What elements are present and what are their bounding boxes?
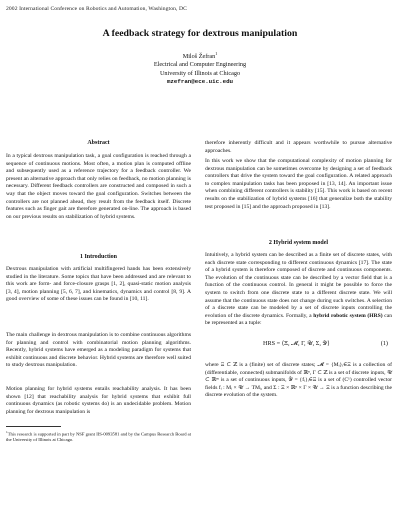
author-block (0, 50, 400, 86)
footnote-mark: 1 (215, 51, 218, 56)
author-email: mzefran@ece.uic.edu (166, 77, 234, 85)
author-institution: University of Illinois at Chicago (159, 69, 241, 77)
author-department: Electrical and Computer Engineering (153, 61, 247, 69)
abstract-text: In a typical dextrous manipulation task, a goal configuration is reached through a sequence of continuous motions. Most often, a motion plan is computed offline and subsequently used as a reference trajectory for a feedback controller. We present an alternative approach that only relies on feedback, no motion planning is necessary. Different feedback controllers are constructed and composed in such a way that the object moves toward the goal configuration. Switches between the controllers are not planned ahead, they result from the feedback itself. Discrete features such as finger gait are therefore generated on-line. The approach is based on our previous results on stabilization of hybrid systems. (6, 153, 191, 220)
equation-body: HRS = ⟨Ξ, 𝓜, Γ, 𝒰, Σ, 𝒴⟩ (263, 340, 330, 347)
hybrid-paragraph: Intuitively, a hybrid system can be described as a finite set of discrete states, with each discrete state corresponding to different continuous dynamics [17]. The state of a hybrid system is therefore composed of discrete and continuous components. The evolution of the continuous state can be described by a vector field that is a function of the continuous control. In general it might be possible to force the system to switch from one discrete state to a different discrete state. We will assume that the continuous state does not change during such switches. A selection of a discrete state can be modeled by a set of discrete inputs controlling the evolution of the discrete dynamics. Formally, a hybrid robotic system (HRS) can be represented as a tuple: (205, 252, 393, 327)
introduction-heading: 1 Introduction (79, 254, 118, 260)
intro-paragraph-3: Motion planning for hybrid systems entails reachability analysis. It has been shown [12] that reachability analysis for hybrid systems that exhibit full continuous dynamics (as robotic systems do) is an undecidable problem. Motion planning for dextrous manipulation is (6, 386, 191, 415)
footnote-rule (6, 426, 61, 427)
equation-number: (1) (380, 340, 388, 347)
hybrid-system-heading: 2 Hybrid system model (268, 240, 329, 246)
abstract-heading: Abstract (87, 140, 110, 146)
intro-paragraph-1: Dextrous manipulation with artificial multifingered hands has been extensively studied in the literature. Some topics that have been addressed and are relevant to this work are form- and force-closure grasps [1, 2], quasi-static motion analysis [3, 4], motion planning [5, 6, 7], and kinematics, dynamics and control [8, 9]. A good overview of some of these issues can be found in [10, 11]. (6, 266, 191, 303)
right-paragraph-1: therefore inherently difficult and it appears worthwhile to pursue alternative approaches. (205, 140, 392, 154)
definition-paragraph: where Ξ ⊂ ℤ is a (finite) set of discrete states; 𝓜 = {Mᵢ}ᵢ∈Ξ is a collection of (differentiable, connected) submanifolds of ℝⁿ, Γ ⊂ ℤ is a set of discrete inputs, 𝒰 ⊂ ℝᵐ is a set of continuous inputs, 𝒴 = {fᵢ}ᵢ∈Ξ is a set of (C¹) controlled vector fields fᵢ : Mᵢ × 𝒰 → TMᵢ, and Σ : Ξ × ℝⁿ × Γ × 𝒰 → Ξ is a function describing the discrete evolution of the system. (205, 362, 392, 399)
intro-paragraph-2: The main challenge in dextrous manipulation is to combine continuous algorithms for planning and control with combinatorial motion planning algorithms. Recently, hybrid systems have emerged as a modeling paradigm for systems that exhibit continuous and discrete behavior. Hybrid systems are therefore well suited to study dextrous manipulation. (6, 332, 191, 369)
footnote: $^1$This research is supported in part by NSF grant IIS-0093581 and by the Campus Research Board at the University of Illinois at Chicago. (6, 430, 191, 443)
paper-title: A feedback strategy for dextrous manipulation (102, 28, 298, 39)
conference-header: 2002 International Conference on Robotics and Automation, Washington, DC (6, 6, 187, 12)
hrs-term: hybrid robotic system (HRS) (313, 312, 383, 319)
author-name: Miloš Žefran$^1$ (182, 51, 218, 61)
right-paragraph-2: In this work we show that the computational complexity of motion planning for dextrous manipulation can be sometimes overcome by designing a set of feedback controllers that drive the system toward the goal configuration. A related approach to complex manipulation tasks has been proposed in [13, 14]. An important issue when combining different controllers is stability [15]. This work is based on recent results on the stabilization of hybrid systems [16] that generalize both the stability test proposed in [15] and the approach proposed in [13]. (205, 158, 392, 210)
